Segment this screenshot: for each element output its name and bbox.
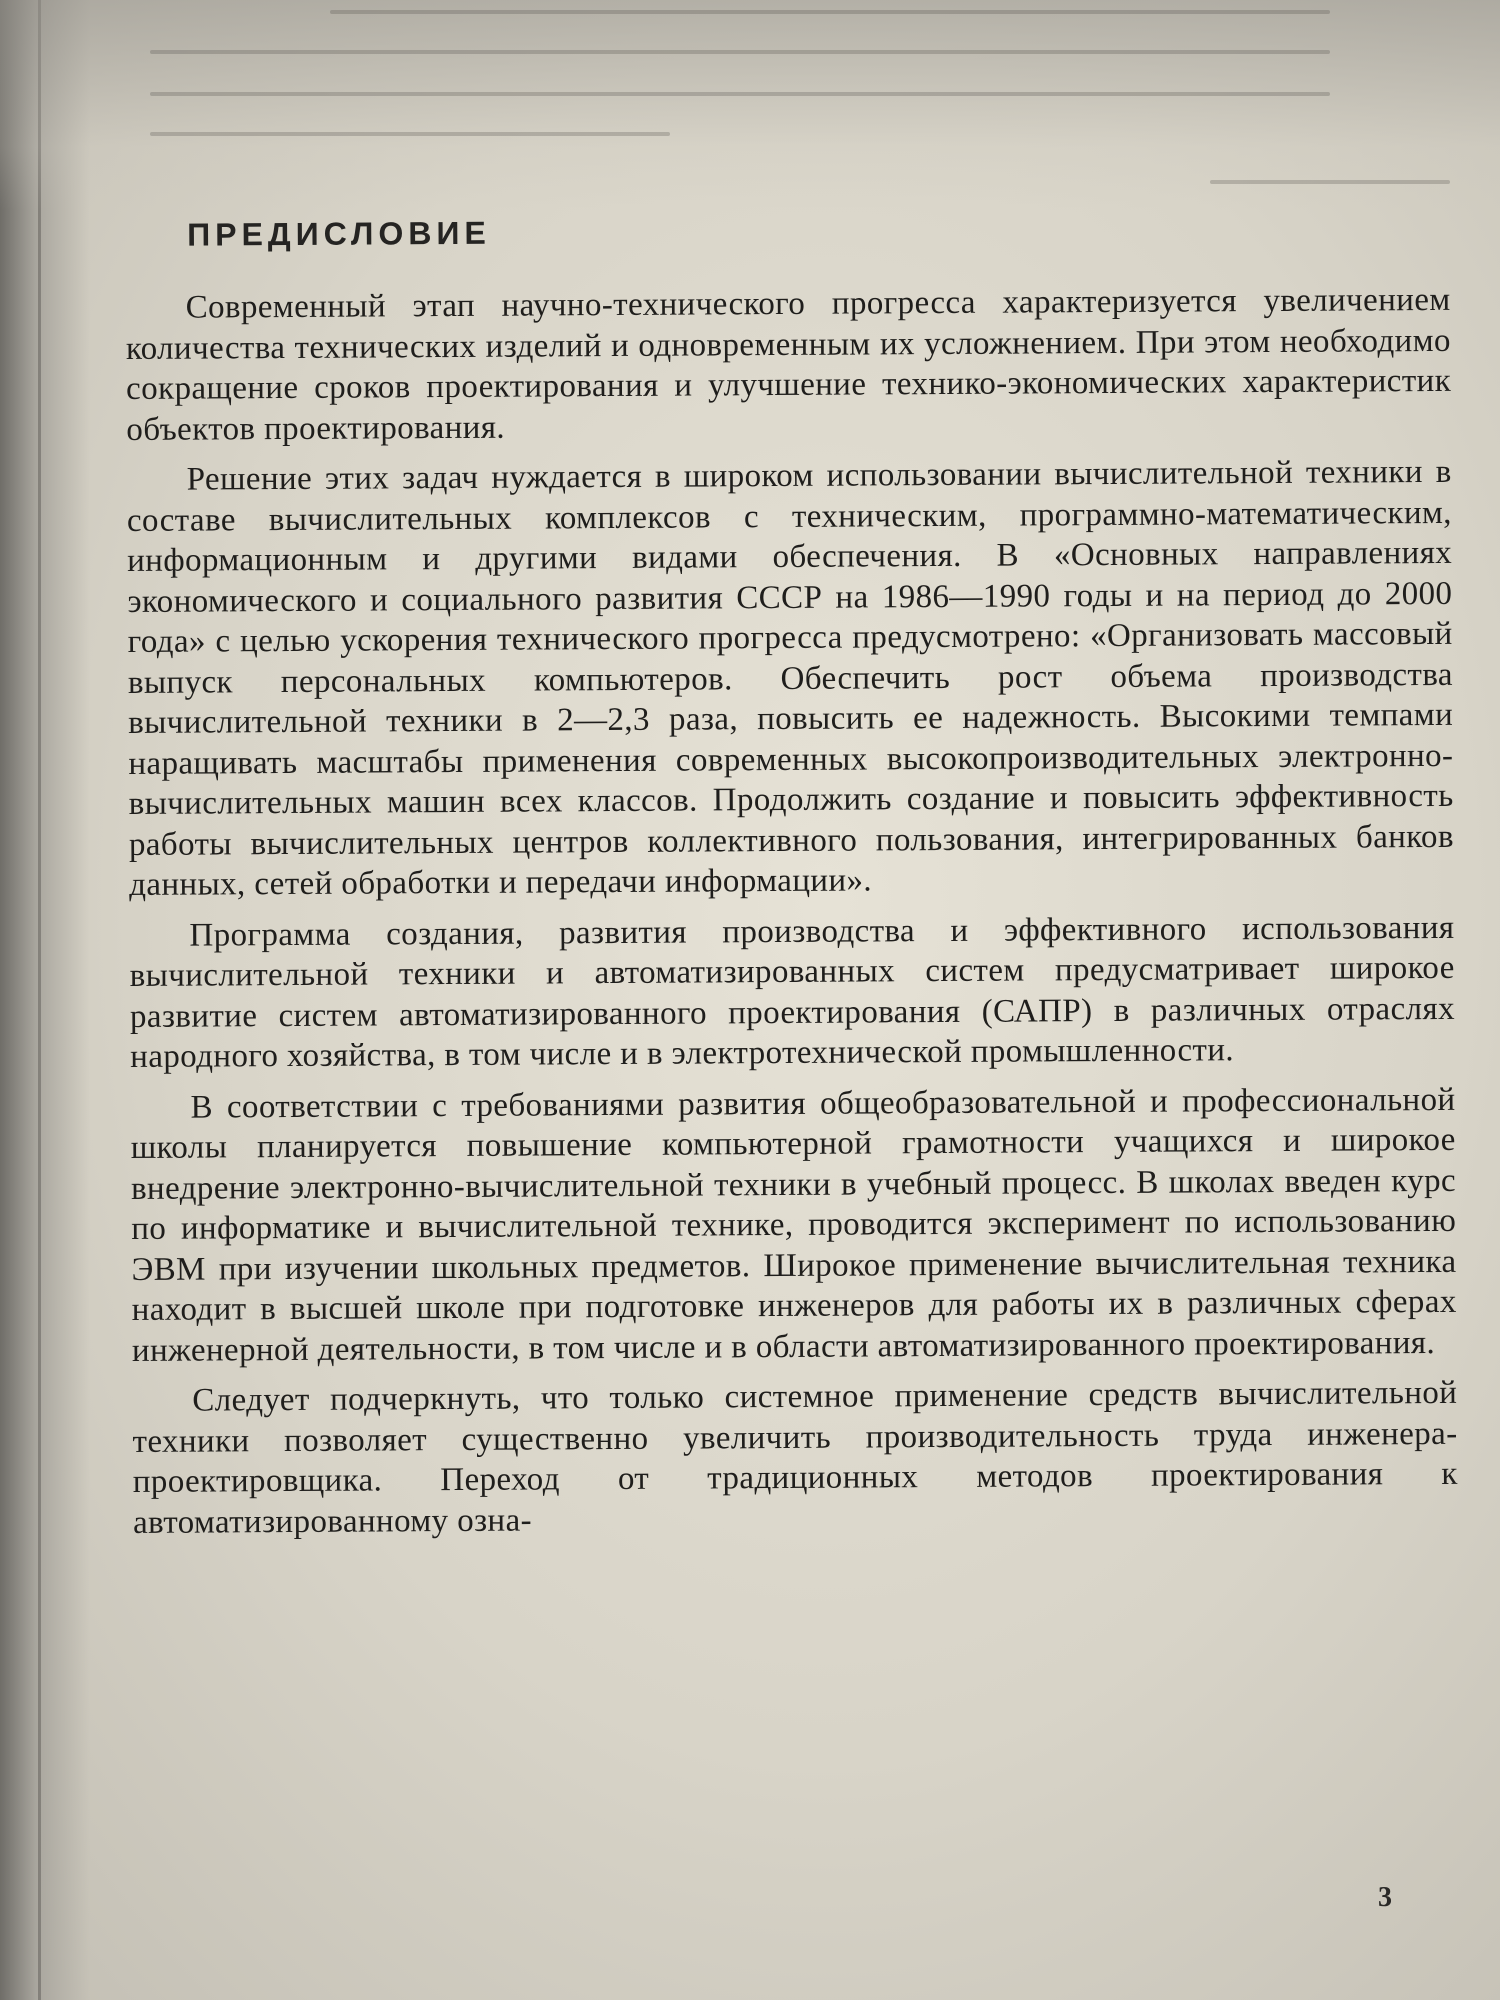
show-through-area [0,0,1500,210]
show-through-line [150,132,670,136]
section-heading: ПРЕДИСЛОВИЕ [187,214,491,253]
show-through-line [330,10,1330,14]
page-number: 3 [1378,1882,1392,1913]
spine-shadow [0,0,90,2000]
binding-edge [38,0,41,2000]
paragraph: Современный этап научно-технического прогресса характеризуется увеличением количества технических изделий и одновременным их усложнением. При этом необходимо сокращение сроков проектирования и улучшение технико-экономических характеристик объектов проектирования. [125,281,1452,448]
paragraph: Следует подчеркнуть, что только системное применение средств вычислительной техники позволяет существенно увеличить производительность труда инженера-проектировщика. Переход от традиционных методов проектирования к автоматизированному озна- [132,1374,1458,1541]
show-through-line [1210,180,1450,184]
show-through-line [150,50,1330,54]
paragraph: Программа создания, развития производства и эффективного использования вычислительной техники и автоматизированных систем предусматривает широкое развитие систем автоматизированного проектирования (САПР) в различных отраслях народного хозяйства, в том числе и в электротехнической промышленности. [129,909,1456,1075]
paragraph: Решение этих задач нуждается в широком использовании вычислительной техники в составе вычислительных комплексов с техническим, программно-математическим, информационным и другими видами обеспечения. В «Основных направлениях экономического и социального развития СССР на 1986—1990 годы и на период до 2000 года» с целью ускорения технического прогресса предусмотрено: «Организовать массовый выпуск персональных компьютеров. Обеспечить рост объема производства вычислительной техники в 2—2,3 раза, повысить ее надежность. Высокими темпами наращивать масштабы применения современных высокопроизводительных электронно-вычислительных машин всех классов. Продолжить создание и повысить эффективность работы вычислительных центров коллективного пользования, интегрированных банков данных, сетей обработки и передачи информации». [126,453,1454,903]
page-text-block [125,197,1458,1543]
paragraph: В соответствии с требованиями развития общеобразовательной и профессиональной школы планируется повышение компьютерной грамотности учащихся и широкое внедрение электронно-вычислительной техники в учебный процесс. В школах введен курс по информатике и вычислительной технике, проводится эксперимент по использованию ЭВМ при изучении школьных предметов. Широкое применение вычислительная техника находит в высшей школе при подготовке инженеров для работы их в различных сферах инженерной деятельности, в том числе и в области автоматизированного проектирования. [130,1081,1457,1369]
show-through-line [150,92,1330,96]
